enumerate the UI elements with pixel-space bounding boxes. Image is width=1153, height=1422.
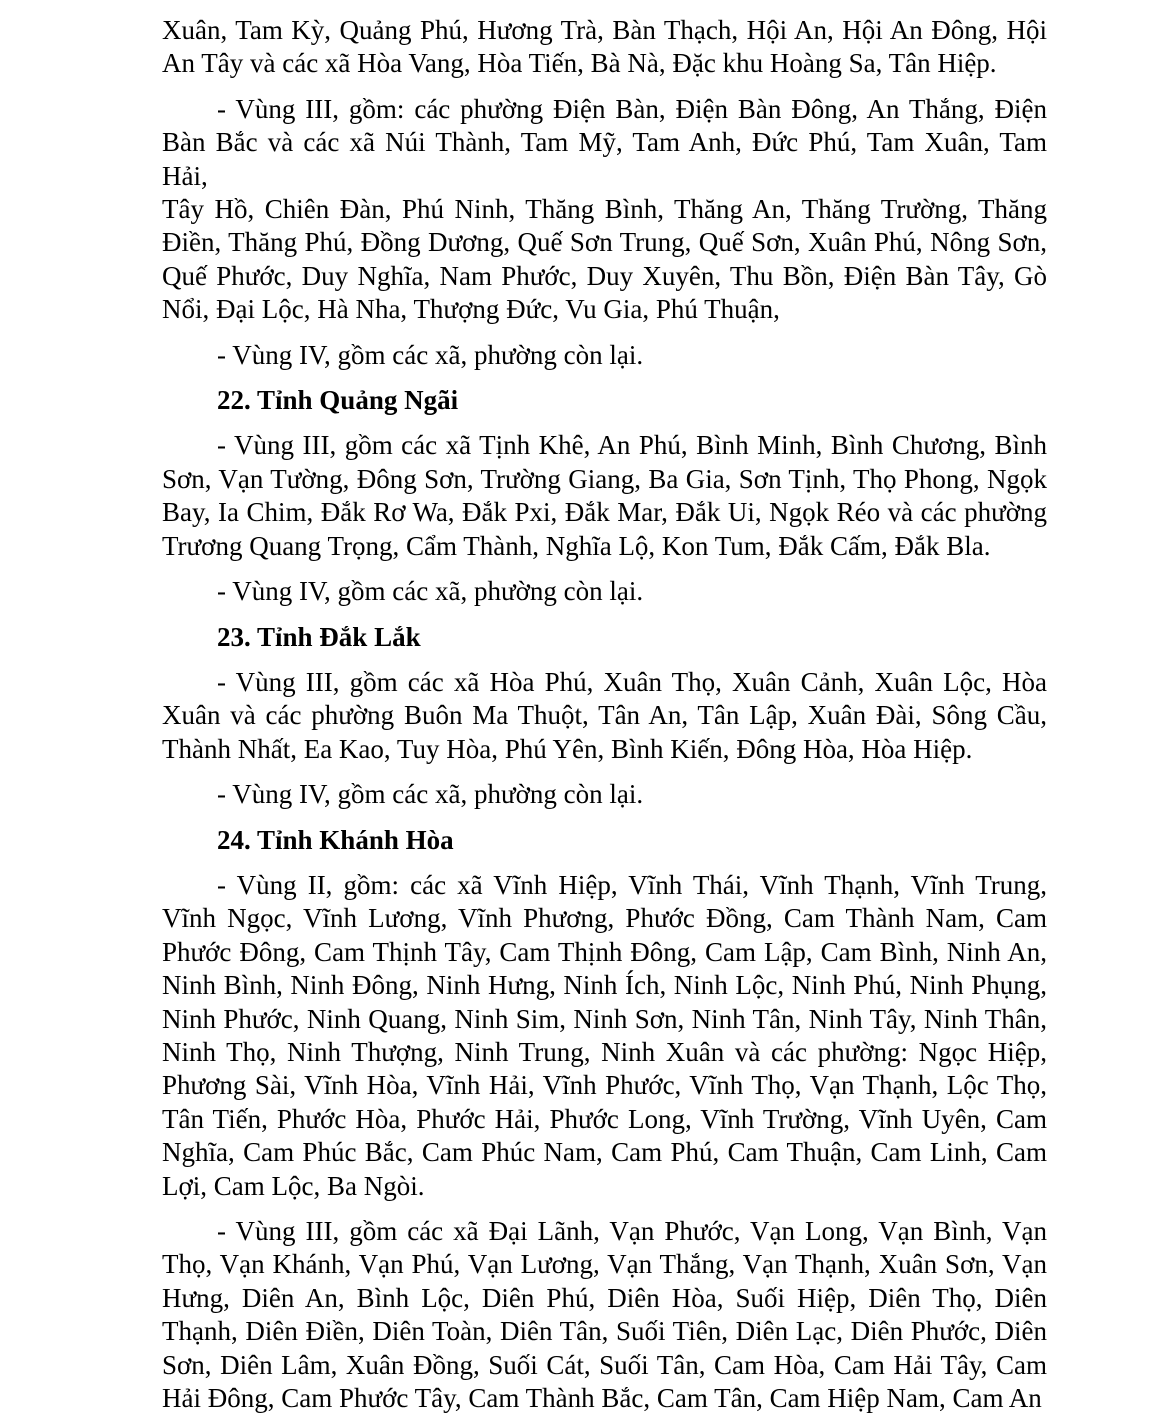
text-line: Hưng, Diên An, Bình Lộc, Diên Phú, Diên Hòa, Suối Hiệp, Diên Thọ, Diên <box>162 1282 1047 1313</box>
text-line: Xuân và các phường Buôn Ma Thuột, Tân An, Tân Lập, Xuân Đài, Sông Cầu, <box>162 700 1047 731</box>
text-line: Vĩnh Ngọc, Vĩnh Lương, Vĩnh Phương, Phước Đồng, Cam Thành Nam, Cam <box>162 903 1047 934</box>
paragraph <box>162 14 1047 81</box>
text-line: Thành Nhất, Ea Kao, Tuy Hòa, Phú Yên, Bình Kiến, Đông Hòa, Hòa Hiệp. <box>162 733 973 764</box>
text-line: Tân Tiến, Phước Hòa, Phước Hải, Phước Long, Vĩnh Trường, Vĩnh Uyên, Cam <box>162 1103 1047 1134</box>
text-line: - Vùng II, gồm: các xã Vĩnh Hiệp, Vĩnh Thái, Vĩnh Thạnh, Vĩnh Trung, <box>217 869 1047 900</box>
text-line: Quế Phước, Duy Nghĩa, Nam Phước, Duy Xuyên, Thu Bồn, Điện Bàn Tây, Gò <box>162 260 1047 291</box>
text-line: An Tây và các xã Hòa Vang, Hòa Tiến, Bà Nà, Đặc khu Hoàng Sa, Tân Hiệp. <box>162 48 997 79</box>
text-line: 22. Tỉnh Quảng Ngãi <box>217 385 459 416</box>
text-line: Bàn Bắc và các xã Núi Thành, Tam Mỹ, Tam Anh, Đức Phú, Tam Xuân, Tam Hải, <box>162 127 1047 191</box>
text-line: - Vùng III, gồm các xã Đại Lãnh, Vạn Phước, Vạn Long, Vạn Bình, Vạn <box>217 1216 1047 1246</box>
text-line: 24. Tỉnh Khánh Hòa <box>217 824 454 855</box>
text-line: Ninh Bình, Ninh Đông, Ninh Hưng, Ninh Ích, Ninh Lộc, Ninh Phú, Ninh Phụng, <box>162 970 1047 1001</box>
text-line: Nổi, Đại Lộc, Hà Nha, Thượng Đức, Vu Gia, Phú Thuận, <box>162 294 780 325</box>
text-line: - Vùng IV, gồm các xã, phường còn lại. <box>217 576 644 607</box>
text-line: Lợi, Cam Lộc, Ba Ngòi. <box>162 1170 425 1201</box>
document-body <box>162 14 1047 1415</box>
text-line: Ninh Phước, Ninh Quang, Ninh Sim, Ninh Sơn, Ninh Tân, Ninh Tây, Ninh Thân, <box>162 1003 1047 1034</box>
paragraph <box>162 339 1047 372</box>
section-heading <box>162 824 1047 857</box>
text-line: Sơn, Vạn Tường, Đông Sơn, Trường Giang, Ba Gia, Sơn Tịnh, Thọ Phong, Ngọk <box>162 463 1047 494</box>
text-line: Phước Đông, Cam Thịnh Tây, Cam Thịnh Đông, Cam Lập, Cam Bình, Ninh An, <box>162 936 1047 967</box>
text-line: Nghĩa, Cam Phúc Bắc, Cam Phúc Nam, Cam Phú, Cam Thuận, Cam Linh, Cam <box>162 1137 1047 1168</box>
text-line: Sơn, Diên Lâm, Xuân Đồng, Suối Cát, Suối Tân, Cam Hòa, Cam Hải Tây, Cam <box>162 1349 1047 1380</box>
text-line: - Vùng III, gồm các xã Hòa Phú, Xuân Thọ, Xuân Cảnh, Xuân Lộc, Hòa <box>217 666 1047 697</box>
text-line: Tây Hồ, Chiên Đàn, Phú Ninh, Thăng Bình, Thăng An, Thăng Trường, Thăng <box>162 194 1047 225</box>
paragraph <box>162 93 1047 327</box>
text-line: Hải Đông, Cam Phước Tây, Cam Thành Bắc, Cam Tân, Cam Hiệp Nam, Cam An <box>162 1383 1042 1414</box>
text-line: 23. Tỉnh Đắk Lắk <box>217 621 421 652</box>
text-line: Ninh Thọ, Ninh Thượng, Ninh Trung, Ninh Xuân và các phường: Ngọc Hiệp, <box>162 1036 1047 1067</box>
paragraph <box>162 778 1047 811</box>
paragraph <box>162 429 1047 563</box>
text-line: Bay, Ia Chim, Đắk Rơ Wa, Đắk Pxi, Đắk Mar, Đắk Ui, Ngọk Réo và các phường <box>162 497 1047 528</box>
text-line: - Vùng IV, gồm các xã, phường còn lại. <box>217 779 644 810</box>
paragraph <box>162 869 1047 1203</box>
text-line: - Vùng III, gồm các xã Tịnh Khê, An Phú, Bình Minh, Bình Chương, Bình <box>217 430 1047 461</box>
paragraph <box>162 666 1047 766</box>
text-line: Trương Quang Trọng, Cẩm Thành, Nghĩa Lộ, Kon Tum, Đắk Cấm, Đắk Bla. <box>162 530 991 561</box>
section-heading <box>162 384 1047 417</box>
text-line: Thạnh, Diên Điền, Diên Toàn, Diên Tân, Suối Tiên, Diên Lạc, Diên Phước, Diên <box>162 1316 1047 1347</box>
text-line: Điền, Thăng Phú, Đồng Dương, Quế Sơn Trung, Quế Sơn, Xuân Phú, Nông Sơn, <box>162 227 1047 258</box>
paragraph <box>162 1215 1047 1415</box>
text-line: Phương Sài, Vĩnh Hòa, Vĩnh Hải, Vĩnh Phước, Vĩnh Thọ, Vạn Thạnh, Lộc Thọ, <box>162 1070 1047 1101</box>
text-line: - Vùng III, gồm: các phường Điện Bàn, Điện Bàn Đông, An Thắng, Điện <box>217 93 1047 124</box>
section-heading <box>162 621 1047 654</box>
paragraph <box>162 575 1047 608</box>
text-line: Xuân, Tam Kỳ, Quảng Phú, Hương Trà, Bàn Thạch, Hội An, Hội An Đông, Hội <box>162 15 1047 45</box>
text-line: Thọ, Vạn Khánh, Vạn Phú, Vạn Lương, Vạn Thắng, Vạn Thạnh, Xuân Sơn, Vạn <box>162 1249 1047 1280</box>
text-line: - Vùng IV, gồm các xã, phường còn lại. <box>217 339 644 370</box>
